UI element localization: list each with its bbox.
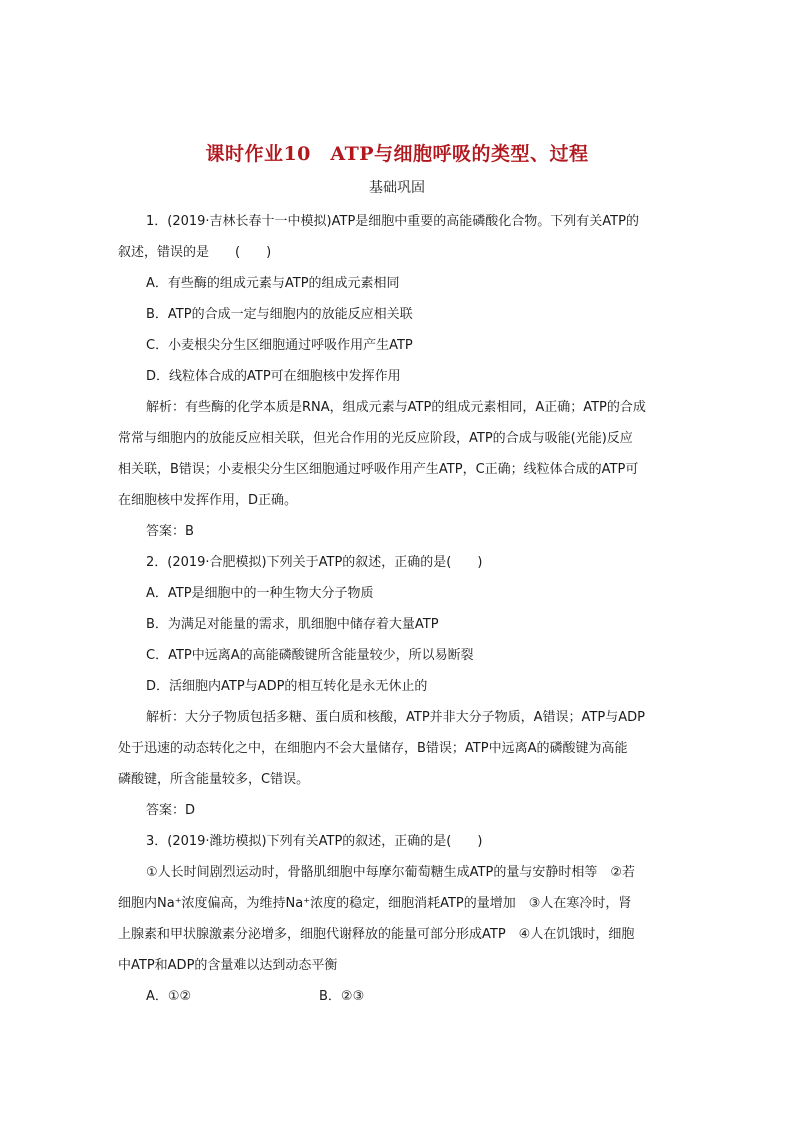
analysis-line: 解析：有些酶的化学本质是RNA，组成元素与ATP的组成元素相同，A正确；ATP的合成 xyxy=(146,400,646,415)
analysis-line: 处于迅速的动态转化之中，在细胞内不会大量储存，B错误；ATP中远离A的磷酸键为高能 xyxy=(118,741,628,756)
section-heading: 基础巩固 xyxy=(369,180,425,196)
statement-line: 中ATP和ADP的含量难以达到动态平衡 xyxy=(118,958,338,973)
answer: 答案：B xyxy=(146,524,194,539)
option-c: C．小麦根尖分生区细胞通过呼吸作用产生ATP xyxy=(146,338,413,353)
question-2 xyxy=(118,547,650,826)
option-b: B．ATP的合成一定与细胞内的放能反应相关联 xyxy=(146,307,413,322)
option-d: D．线粒体合成的ATP可在细胞核中发挥作用 xyxy=(146,369,401,384)
option-d: D．活细胞内ATP与ADP的相互转化是永无休止的 xyxy=(146,679,428,694)
question-stem: 2．(2019·合肥模拟)下列关于ATP的叙述，正确的是( ) xyxy=(146,555,483,570)
analysis-line: 常常与细胞内的放能反应相关联，但光合作用的光反应阶段，ATP的合成与吸能(光能)反应 xyxy=(118,431,633,446)
question-stem: 叙述，错误的是 ( ) xyxy=(118,245,272,260)
answer: 答案：D xyxy=(146,803,196,818)
analysis-line: 磷酸键，所含能量较多，C错误。 xyxy=(118,772,310,787)
option-b: B．为满足对能量的需求，肌细胞中储存着大量ATP xyxy=(146,617,439,632)
question-1 xyxy=(118,206,650,547)
analysis-line: 解析：大分子物质包括多糖、蛋白质和核酸，ATP并非大分子物质，A错误；ATP与ADP xyxy=(146,710,645,725)
question-stem: 1．(2019·吉林长春十一中模拟)ATP是细胞中重要的高能磷酸化合物。下列有关ATP的 xyxy=(146,214,639,229)
answer-options xyxy=(146,981,650,1012)
option-b: B．②③ xyxy=(319,989,365,1004)
questions xyxy=(118,206,650,1012)
analysis-line: 相关联，B错误；小麦根尖分生区细胞通过呼吸作用产生ATP，C正确；线粒体合成的ATP可 xyxy=(118,462,639,477)
analysis-line: 在细胞核中发挥作用，D正确。 xyxy=(118,493,298,508)
question-3 xyxy=(118,826,650,1012)
statement-line: ①人长时间剧烈运动时，骨骼肌细胞中每摩尔葡萄糖生成ATP的量与安静时相等 ②若 xyxy=(146,865,635,880)
statement-line: 细胞内Na⁺浓度偏高，为维持Na⁺浓度的稳定，细胞消耗ATP的量增加 ③人在寒冷时，肾 xyxy=(118,896,632,911)
page-title: 课时作业10 ATP与细胞呼吸的类型、过程 xyxy=(205,143,589,165)
option-a: A．ATP是细胞中的一种生物大分子物质 xyxy=(146,586,374,601)
statement-line: 上腺素和甲状腺激素分泌增多，细胞代谢释放的能量可部分形成ATP ④人在饥饿时，细胞 xyxy=(118,927,635,942)
option-c: C．ATP中远离A的高能磷酸键所含能量较少，所以易断裂 xyxy=(146,648,474,663)
question-stem: 3．(2019·潍坊模拟)下列有关ATP的叙述，正确的是( ) xyxy=(146,834,483,849)
option-a: A．有些酶的组成元素与ATP的组成元素相同 xyxy=(146,276,400,291)
option-a: A．①② xyxy=(146,989,192,1004)
